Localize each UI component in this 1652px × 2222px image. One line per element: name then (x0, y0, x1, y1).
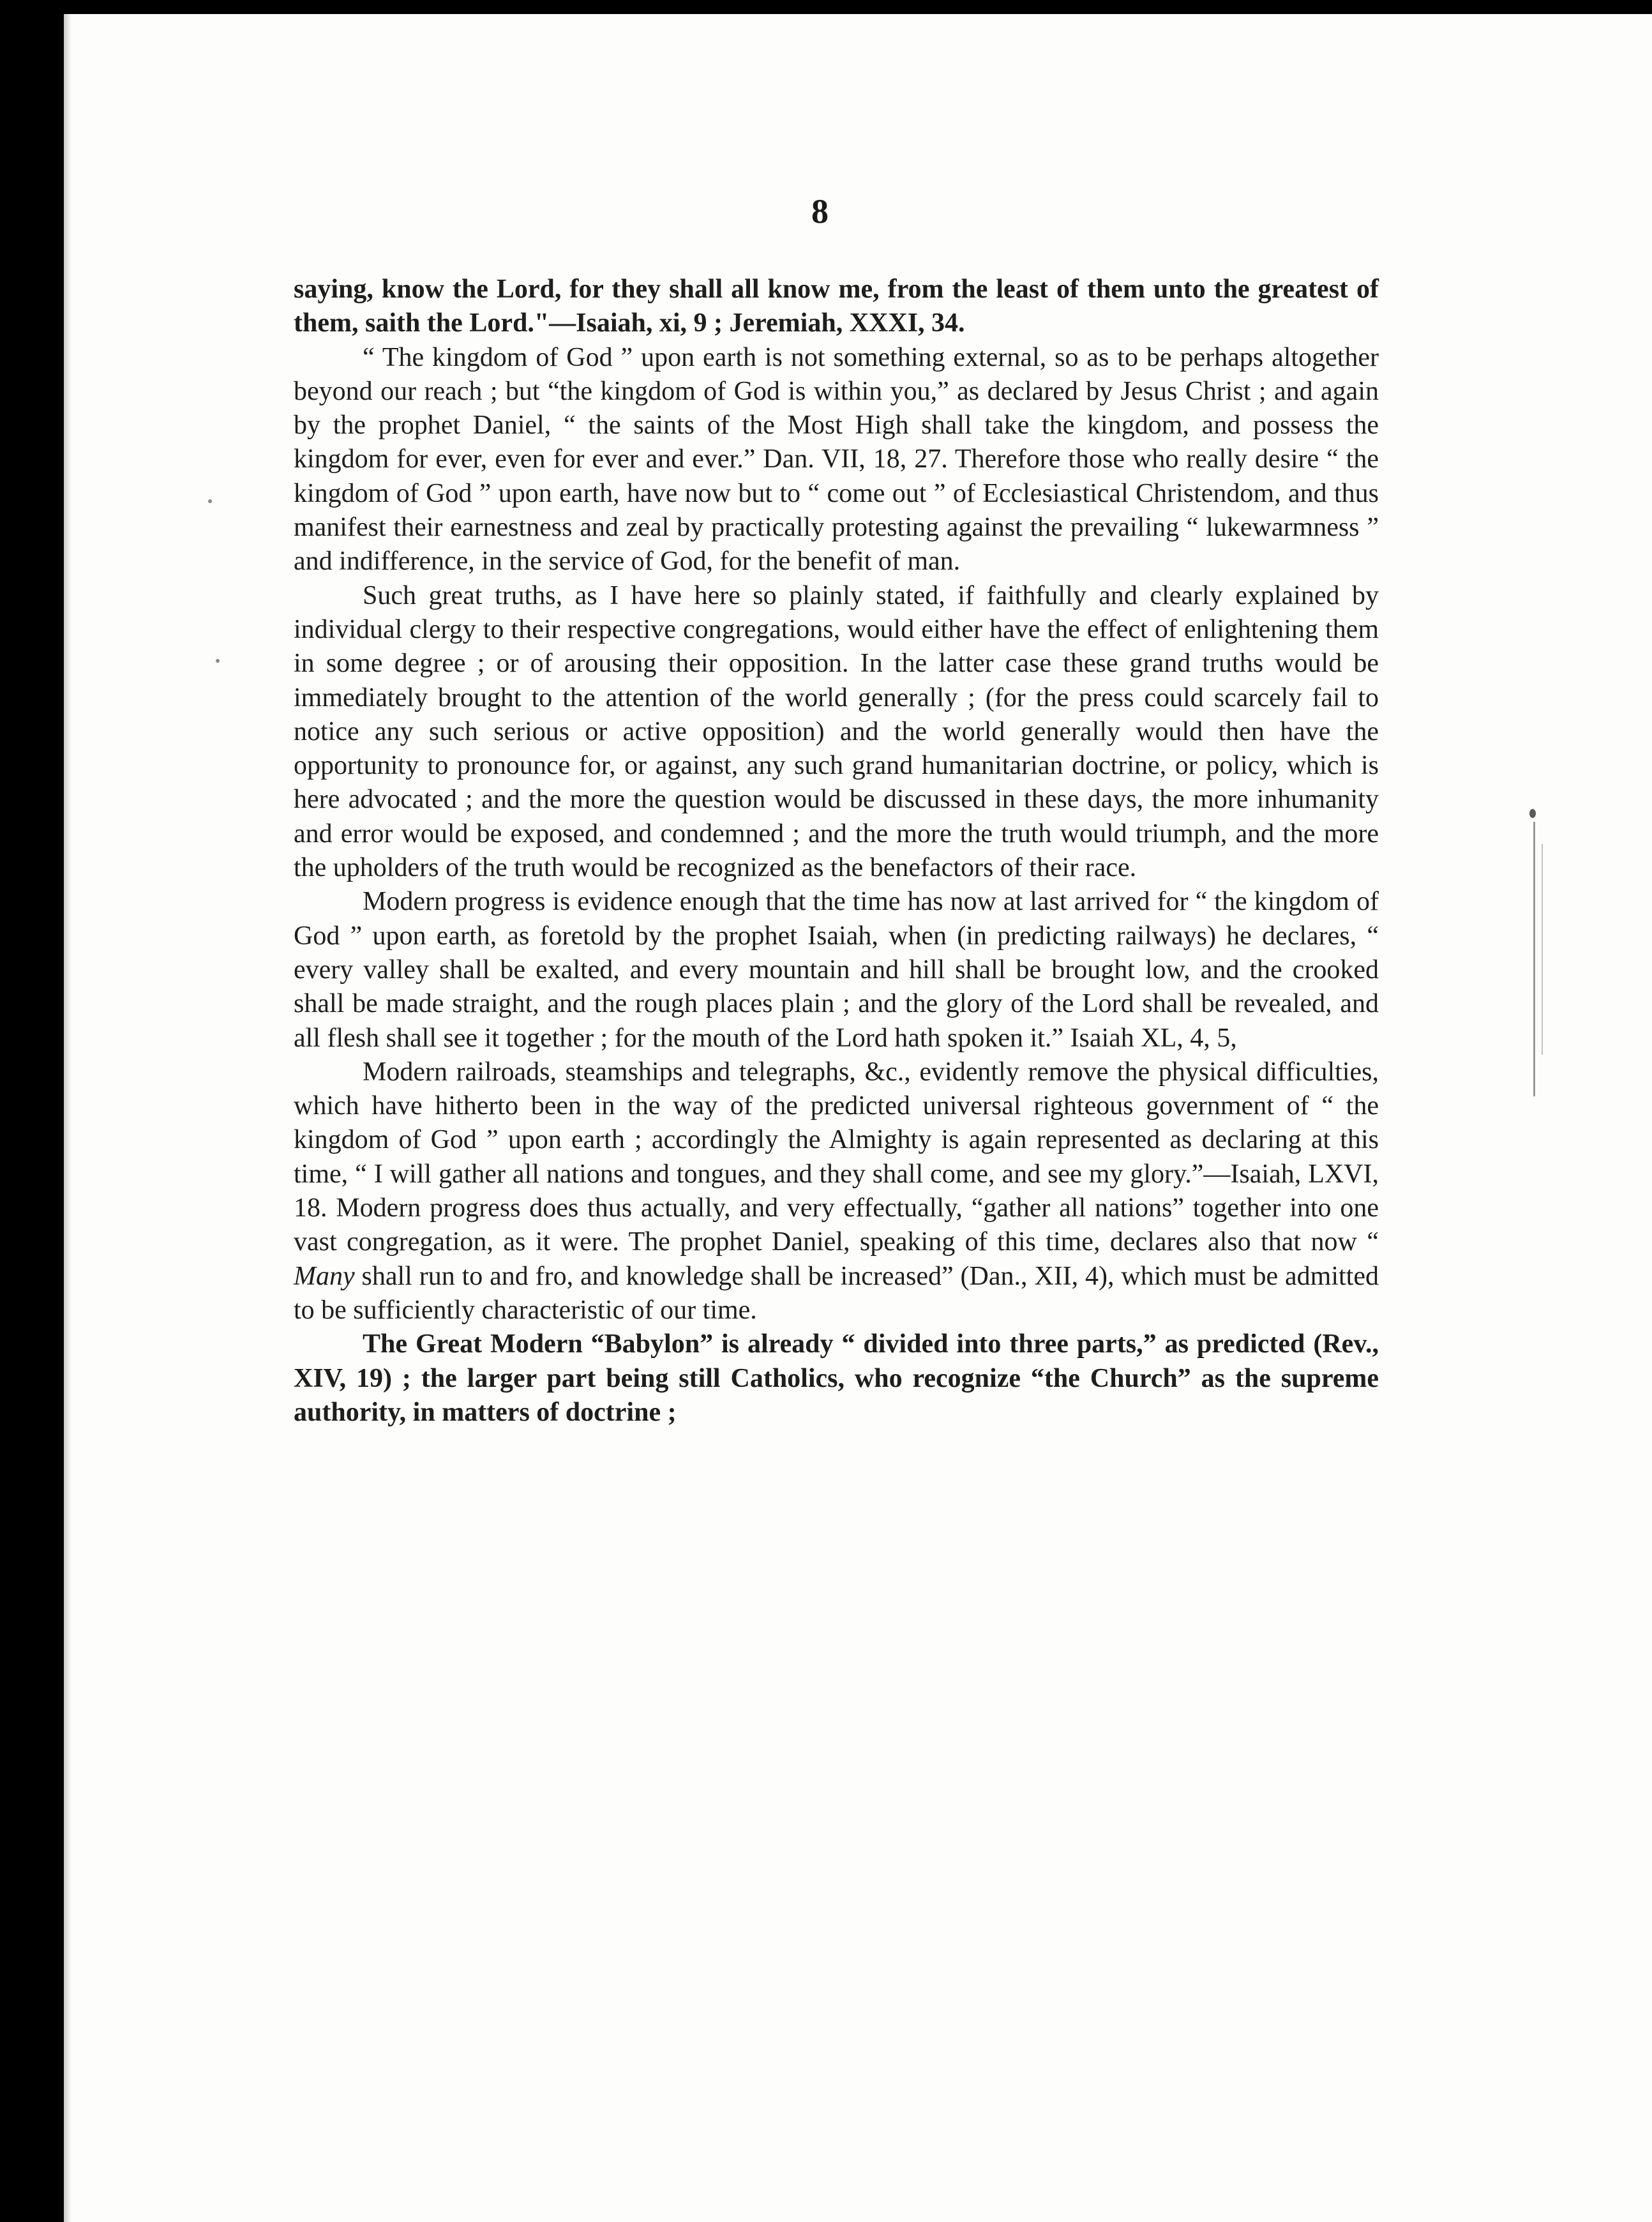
document-page (64, 14, 1652, 2222)
body-text (294, 273, 1379, 1430)
margin-speck (216, 659, 220, 663)
paragraph-5-emphasis: Many (294, 1261, 355, 1291)
paragraph-3: Such great truths, as I have here so plainly stated, if faithfully and clearly explained by individual clergy to their respective congregations, would either have the effect of enlightening them in some degree ; or of arousing their opposition. In the latter case these grand truths would be immediately brought to the attention of the world generally ; (for the press could scarcely fail to notice any such serious or active opposition) and the world generally would then have the opportunity to pronounce for, or against, any such grand humanitarian doctrine, or policy, which is here advocated ; and the more the question would be discussed in these days, the more inhumanity and error would be exposed, and condemned ; and the more the truth would triumph, and the more the upholders of the truth would be recognized as the benefactors of their race. (294, 580, 1379, 883)
paragraph-5-text-b: shall run to and fro, and knowledge shall be increased” (Dan., XII, 4), which must be admitted to be sufficiently characteristic of our time. (294, 1261, 1379, 1325)
margin-speck (1529, 809, 1536, 818)
paragraph-5 (294, 1055, 1379, 1327)
paragraph-4: Modern progress is evidence enough that the time has now at last arrived for “ the kingdom of God ” upon earth, as foretold by the prophet Isaiah, when (in predicting railways) he declares, “ every valley shall be exalted, and every mountain and hill shall be brought low, and the crooked shall be made straight, and the rough places plain ; and the glory of the Lord shall be revealed, and all flesh shall see it together ; for the mouth of the Lord hath spoken it.” Isaiah XL, 4, 5, (294, 887, 1379, 1053)
scan-top-border (0, 0, 1652, 14)
margin-scan-line (1533, 822, 1535, 1096)
paragraph-1: saying, know the Lord, for they shall all know me, from the least of them unto the greatest of them, saith the Lord."—Isaiah, xi, 9 ; Jeremiah, XXXI, 34. (294, 275, 1379, 338)
paragraph-2: “ The kingdom of God ” upon earth is not something external, so as to be perhaps altogether beyond our reach ; but “the kingdom of God is within you,” as declared by Jesus Christ ; and again by the prophet Daniel, “ the saints of the Most High shall take the kingdom, and possess the kingdom for ever, even for ever and ever.” Dan. VII, 18, 27. Therefore those who really desire “ the kingdom of God ” upon earth, have now but to “ come out ” of Ecclesiastical Christendom, and thus manifest their earnestness and zeal by practically protesting against the prevailing “ lukewarmness ” and indifference, in the service of God, for the benefit of man. (294, 342, 1379, 577)
page-number: 8 (811, 192, 829, 231)
paragraph-6: The Great Modern “Babylon” is already “ divided into three parts,” as predicted (Rev., XIV, 19) ; the larger part being still Catholics, who recognize “the Church” as the supreme authority, in matters of doctrine ; (294, 1329, 1379, 1427)
margin-speck (208, 499, 212, 503)
paragraph-5-text-a: Modern railroads, steamships and telegraphs, &c., evidently remove the physical difficulties, which have hitherto been in the way of the predicted universal righteous government of “ the kingdom of God ” upon earth ; accordingly the Almighty is again represented as declaring at this time, “ I will gather all nations and tongues, and they shall come, and see my glory.”—Isaiah, LXVI, 18. Modern progress does thus actually, and very effectually, “gather all nations” together into one vast congregation, as it were. The prophet Daniel, speaking of this time, declares also that now “ (294, 1057, 1379, 1257)
margin-scan-line (1542, 844, 1543, 1055)
scan-left-border (0, 0, 64, 2222)
page-edge-shadow (64, 14, 71, 2222)
